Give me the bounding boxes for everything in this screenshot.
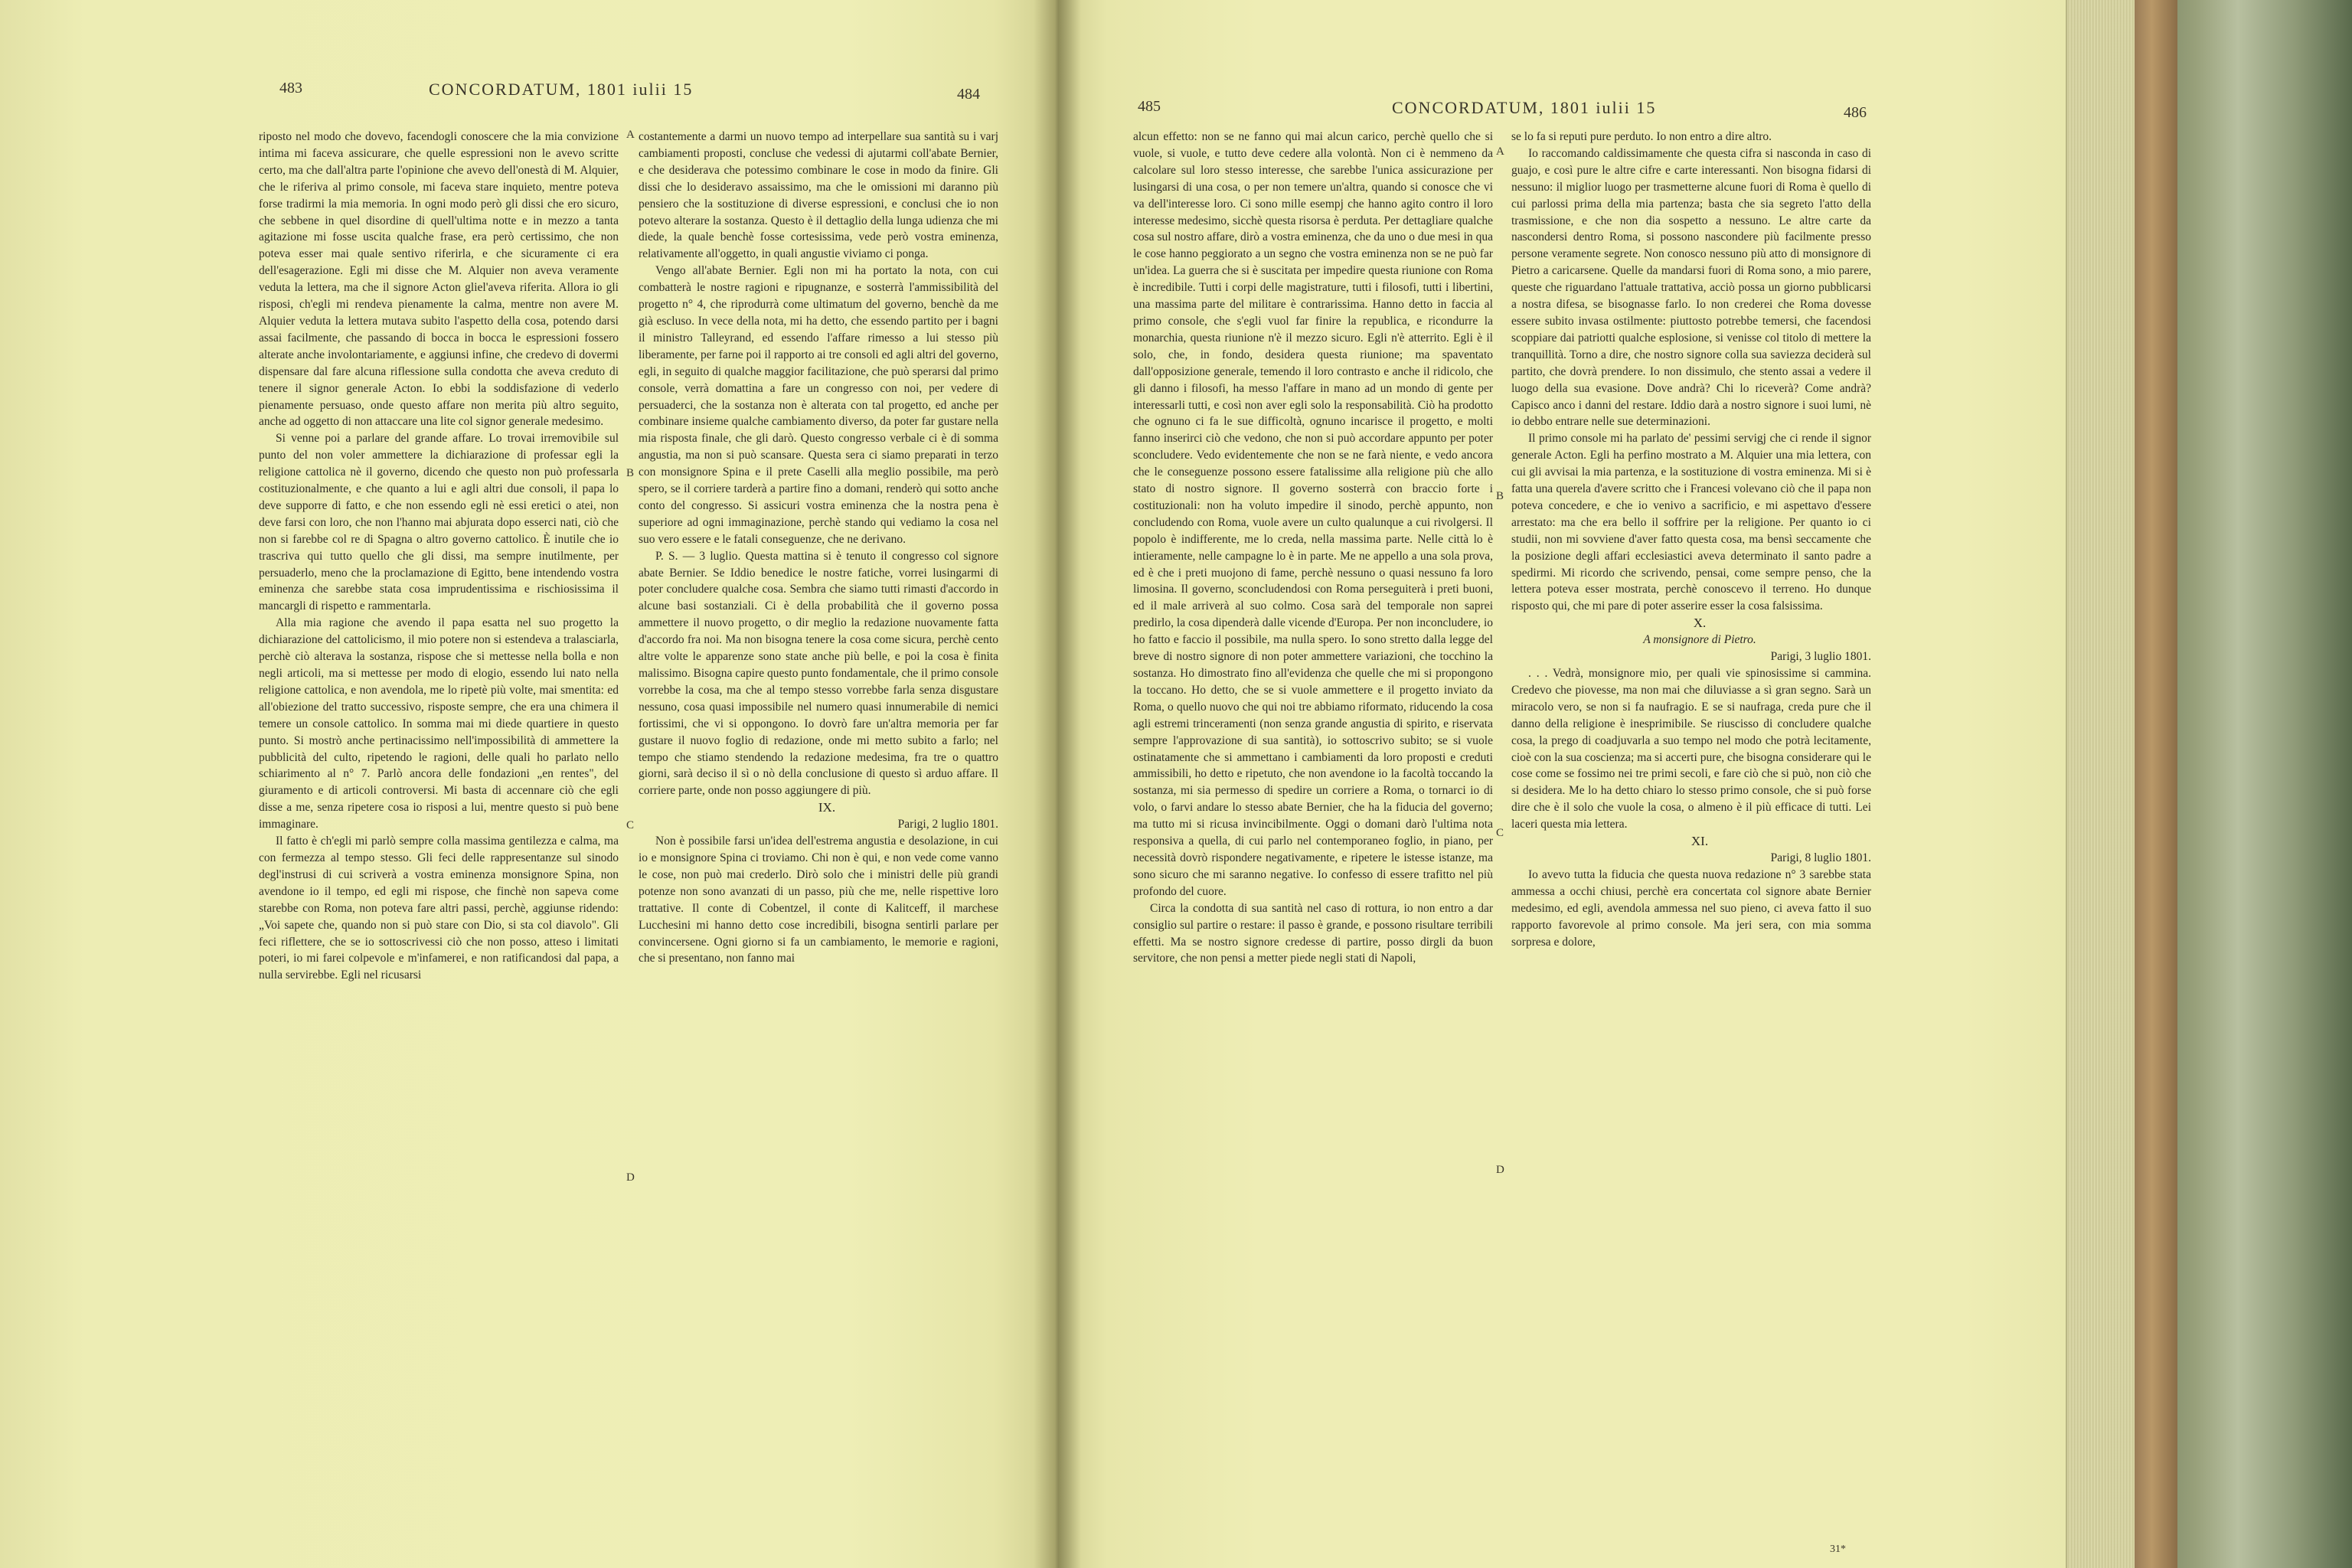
section-addressee: A monsignore di Pietro. [1643,633,1756,647]
section-date: Parigi, 3 luglio 1801. [1770,650,1871,664]
left-page [0,0,1057,1568]
margin-letter-c: C [626,819,635,831]
signature-mark: 31* [1830,1544,1846,1555]
left-page-column-2 [639,129,998,967]
margin-letter-c: C [1496,827,1504,839]
book-gutter [1034,0,1081,1568]
right-page [1057,0,2066,1568]
page-number-483: 483 [279,80,302,96]
paragraph: alcun effetto: non se ne fanno qui mai alcun carico, perchè quello che si vuole, si vuole, e tutto deve cedere alla volontà. Non ci è nemmeno da calcolare sul loro stesso interesse, che sarebbe l'unica assicurazione per lusingarsi di una cosa, o per non temere un'altra, quando si conosce che vi va dell'interesse loro. Ci sono mille esempj che hanno agito contro il loro interesse medesimo, sicchè questa risorsa è perduta. Per dettagliare qualche cosa sul nostro affare, dirò a vostra eminenza, che da uno o due mesi in qua le cose hanno peggiorato a un segno che vostra eminenza non se ne può far un'idea. La guerra che si è suscitata per impedire questa riunione con Roma è incredibile. Tutti i corpi delle magistrature, tutti i filosofi, tutti i libertini, una massima parte del militare è contrarissima. Hanno detto in faccia al primo console, che s'egli vuol far finire la republica, e ricondurre la monarchia, questa riunione n'è il mezzo sicuro. Egli n'è atterrito. Egli è il solo, che, in fondo, desidera questa riunione; ma spaventato dall'opposizione generale, temendo il loro contrasto e anche il ridicolo, che gli danno i filosofi, ha messo l'affare in mano ad un mondo di gente per interessarli tutti, e così non aver egli solo la responsabilità. Ciò ha prodotto che ognuno ci fa le sue difficoltà, ognuno incarisce il progetto, e molti fanno inserirci ciò che vedono, che non si può accordare appunto per poter sconcludere. Vedo evidentemente che non se ne farà niente, e vedo ancora che le conseguenze possono essere fatalissime alla religione più che allo stato di nostro signore. Il governo sosterrà con braccio forte i costituzionali: non ha voluto impedire il sinodo, perchè appunto, non concludendo con Roma, vuole avere un culto qualunque a cui rivolgersi. Il popolo è indifferente, me lo creda, nella massima parte. Nelle città lo è intieramente, nelle campagne lo è in parte. Me ne appello a una sola prova, ed è che i preti muojono di fame, perchè nessuno o quasi nessuno fa loro limosina. Il governo, sconcludendosi con Roma perseguiterà i preti buoni, ed il male arriverà al suo colmo. Cosa sarà del temporale non saprei predirlo, la cosa dipenderà dalle vicende d'Europa. Per non inconcluderе, io ho fatto e faccio il possibile, ma nulla spero. Io sono stretto dalla legge del breve di nostro signore di non poter ammettere variazioni, che tocchino la sostanza. Ho dimostrato fino all'evidenza che quelle che mi si propongono la toccano. Ho detto, che se si vuole ammettere e il progetto inviato da Roma, o quello nuovo che qui noi tre abbiamo riformato, riducendo la cosa agli estremi trinceramenti (non senza grande angustia di spirito, e riservata sempre l'approvazione di sua santità), io sottoscrivo subito; se si vuole ostinatamente che si ammettano i cambiamenti da loro proposti e creduti ammissibili, ho detto e ripetuto, che non avendone io la facoltà toccando la sostanza, mi sia permesso di spedire un corriere a Roma, o tornarci io di volo, o farvi andare lo stesso abate Bernier, che ha la fiducia del governo; ma tutto mi si ricusa invincibilmente. Oggi o domani darò l'ultima nota responsiva a quella, di cui parlo nel contemporaneo foglio, in piano, per necessità dovrò rispondere negativamente, e ripetere le istesse istanze, ma sono sicuro che mi saranno negative. Io confesso di essere trafitto nel più profondo del cuore. [1133,130,1493,898]
margin-letter-a: A [626,129,635,141]
page-edges [2066,0,2136,1568]
paragraph: Non è possibile farsi un'idea dell'estrema angustia e desolazione, in cui io e monsignore Spina ci troviamo. Chi non è qui, e non vede come vanno le cose, non può mai crederlo. Dirò solo che i ministri delle più grandi potenze non sono avanzati di un passo, più che me, nelle rispettive loro trattative. Il conte di Cobentzel, il conte di Kalitceff, il marchese Lucchesini mi hanno detto cose incredibili, bisogna sentirli parlare per convincersene. Ogni giorno si fa un cambiamento, le memorie e ragioni, che si presentano, non fanno mai [639,835,998,965]
margin-letter-b: B [1496,490,1504,502]
right-page-column-1 [1133,129,1493,967]
book-cover-edge [2135,0,2177,1568]
paragraph: Si venne poi a parlare del grande affare. Lo trovai irremovibile sul punto del non voler ammettere la dichiarazione di professar egli la religione cattolica nè il governo, dicendo che questo non può professarla costituzionalmente, e che quanto a lui e agli altri due consoli, il papa lo deve supporre di fatto, e che non essendo egli nè essi eretici o atei, non deve farsi con loro, che non l'hanno mai abjurata dopo esserci nati, ciò che non si farebbe col re di Spagna o altro governo cattolico. È inutile che io trascriva qui tutto quello che gli dissi, ma sempre inutilmente, per persuaderlo, meno che la proclamazione di Egitto, bene intendendo vostra eminenza che sarebbe stata cosa imprudentissima e rischiosissima il mancargli di rispetto e rammentarla. [259,432,619,613]
section-date: Parigi, 2 luglio 1801. [897,818,998,831]
section-date: Parigi, 8 luglio 1801. [1770,851,1871,864]
paragraph: Circa la condotta di sua santità nel caso di rottura, io non entro a dar consiglio sul partire o restare: il passo è grande, e possono risultare terribili effetti. Ma se nostro signore credesse di partire, posso dirgli da buon servitore, che non pensi a metter piede negli stati di Napoli, [1133,901,1493,965]
paragraph: Io raccomando caldissimamente che questa cifra si nasconda in caso di guajo, e così pure le altre cifre e carte interessanti. Non bisogna fidarsi di nessuno: il miglior luogo per trasmetterne alcune fuori di Roma è quello di cui parlossi prima della mia partenza; basta che sia segreto l'atto della trasmissione, e che non dia sospetto a nessuno. Le altre carte da nascondersi dentro Roma, si possono nascondere più facilmente presso persone veramente segrete. Non conosco nessuno più atto di monsignore di Pietro a caricarsene. Quelle da mandarsi fuori di Roma sono, a mio parere, queste che riguardano l'attuale trattativa, acciò possa un giorno pubblicarsi a nostra difesa, se bisognasse farlo. Io non crederei che Roma dovesse essere subito invasa ostilmente: piuttosto potrebbe temersi, che facendosi scoppiare dai patriotti qualche esplosione, si venisse col titolo di mettere la tranquillità. Torno a dire, che nostro signore colla sua saviezza deciderà sul partito, che dovrà prendere. Io non dissimulo, che stento assai a vedere il luogo della sua evasione. Dove andrà? Chi lo riceverà? Come andrà? Capisco anco i danni del restare. Iddio darà a nostro signore i suoi lumi, nè io debbo entrare nelle sue determinazioni. [1511,146,1871,429]
right-page-column-2 [1511,129,1871,950]
paragraph: Alla mia ragione che avendo il papa esatta nel suo progetto la dichiarazione del cattolicismo, il mio potere non si estendeva a tralasciarla, perchè ciò alterava la sostanza, rispose che si mettesse nella bolla e non negli articoli, ma si mettesse per modo di elogio, essendo lui nato nella religione cattolica, e non avendola, me lo ripetè più volte, mai smentita: ed all'obiezione del tratto successivo, risposte sempre, che era una chimera il temere un console cattolico. In somma mai mi diede quartiere in questo punto. Si mostrò anche pertinacissimo nell'impossibilità di ammettere la pubblicità del culto, ripetendo le ragioni, delle quali ho parlato nello schiarimento al n° 7. Parlò ancora delle fondazioni „en rentes", del giuramento e di articoli controversi. Mi basta di accennare ciò che egli disse a me, senza ripetere cosa io risposi a lui, mentre questo si può bene immaginare. [259,616,619,831]
paragraph: Vengo all'abate Bernier. Egli non mi ha portato la nota, con cui combatterà le nostre ragioni e ripugnanze, e sosterrà l'ammissibilità del progetto n° 4, che riprodurrà come ultimatum del governo, benchè da me già escluso. In vece della nota, mi ha detto, che essendo partito per i bagni il ministro Talleyrand, ed essendo l'affare rimesso a lui stesso più liberamente, per farne poi il rapporto ai tre consoli ed agli altri del governo, egli, in seguito di qualche maggior facilitazione, che può sperarsi dal primo console, verrà domattina a fare un congresso con noi, per vedere di persuaderci, che la sostanza non è alterata con tal progetto, ed anche per combinare insieme qualche cambiamento diverso, da poter far gustare nella mia risposta finale, che gli darò. Questo congresso verbale ci è di somma angustia, ma non si può scansare. Questa sera ci siamo preparati in terzo con monsignore Spina e il prete Caselli alla meglio possibile, ma però spero, se il corriere tarderà a partire fino a domani, renderò qui sotto anche conto del congresso. Si assicuri vostra eminenza che la nostra pena è superiore ad ogni immaginazione, perchè stando qui vediamo la cosa nel suo vero essere e le fatali conseguenze, che ne derivano. [639,264,998,546]
running-head-left: CONCORDATUM, 1801 iulii 15 [429,80,694,99]
paragraph: costantemente a darmi un nuovo tempo ad interpellare sua santità su i varj cambiamenti proposti, concluse che vedessi di ajutarmi coll'abate Bernier, e che desiderava che potessimo combinare le cose in modo da finire. Gli dissi che lo desideravo assaissimo, ma che le omissioni mi daranno più pensiero che la sostituzione di diverse espressioni, e conclusi che io non potevo alterare la sostanza. Questo è il dettaglio della lunga udienza che mi diede, la quale benchè fosse cortesissima, vede però vostra eminenza, relativamente all'oggetto, in quali angustie viviamo ci ponga. [639,130,998,261]
paragraph: P. S. — 3 luglio. Questa mattina si è tenuto il congresso col signore abate Bernier. Se Iddio benedice le nostre fatiche, vorrei lusingarmi di poter concludere qualche cosa. Sembra che siamo tutti rimasti d'accordo in alcune basi sostanziali. Ci è della probabilità che il governo possa ammettere il nuovo progetto, o dir meglio la redazione nuovamente fatta d'accordo fra noi. Ma non bisogna tenere la cosa come sicura, perchè cento altre volte le apparenze sono state anche più belle, e poi la cosa è finita malissimo. Bisogna capire questo punto fondamentale, che il primo console vorrebbe la cosa, ma che al tempo stesso vorrebbe farla senza disgustare nessuno, cosa quasi impossibile nel numero quasi innumerabile di nemici fortissimi, che vi si oppongono. Io dovrò fare un'altra memoria per far gustare il nuovo foglio di redazione, onde mi metto subito a farlo; nel tempo che stiamo stendendo la redazione medesima, fra tre o quattro giorni, sarà deciso il sì o nò della conclusione di questo sì arduo affare. Il corriere parte, onde non posso aggiungere di più. [639,549,998,798]
section-heading-ix: IX. [818,800,836,815]
paragraph: . . . Vedrà, monsignore mio, per quali vie spinosissime si cammina. Credevo che piovesse, ma non mai che diluviasse a sì gran segno. Sarà un miracolo vero, se non si fa naufragio. E se si naufraga, creda pure che il danno della religione è inesprimibile. Se riuscisso di concludere qualche cosa, la prego di coadjuvarla a suo tempo nel modo che potrà lecitamente, cioè con la sua coscienza; ma si accerti pure, che bisogna considerare qui le cose come se fossimo nei tre primi secoli, e fare ciò che si può, non ciò che si desidera. Me lo ha detto chiaro lo stesso primo console, che si può forse dire che è il solo che vuole la cosa, o almeno è il più efficace di tutti. Lei laceri questa mia lettera. [1511,667,1871,831]
section-heading-x: X. [1693,616,1707,631]
page-number-486: 486 [1844,104,1867,121]
running-head-right: CONCORDATUM, 1801 iulii 15 [1392,98,1657,117]
section-heading-xi: XI. [1690,834,1709,849]
margin-letter-d: D [1496,1164,1504,1176]
paragraph: Il primo console mi ha parlato de' pessimi servigj che ci rende il signor generale Acton. Egli ha perfino mostrato a M. Alquier una mia lettera, con cui gli avvisai la mia partenza, e la sostituzione di vostra eminenza. Mi si è fatta una querela d'avere scritto che i Francesi volevano ciò che il papa non poteva concedere, e che io venivo a sacrificio, e mi aspettavo d'essere arrestato: ma che era bello il soffrire per la religione. Per quanto io ci studii, non mi sovviene d'aver fatto questa cosa, ma bensì seccamente che la posizione degli affari ecclesiastici aveva determinato il santo padre a spedirmi. Mi ricordo che scrivendo, pensai, come sempre penso, che la lettera poteva esser mostrata, perchè conoscevo il terreno. Ho dunque risposto qui, che mi pare di poter asserire esser la cosa falsissima. [1511,432,1871,613]
paragraph: riposto nel modo che dovevo, facendogli conoscere che la mia convizione intima mi faceva assicurare, che quelle espressioni non le avevo scritte certo, ma che dall'altra parte l'opinione che avevo dell'onestà di M. Alquier, che le riferiva al primo console, mi faceva stare inquieto, mentre poteva forse tradirmi la mia memoria. In ogni modo però gli dissi che ero sicuro, che sebbene in quel disordine di quell'ultima notte e in mezzo a tanta agitazione mi fosse uscita qualche frase, era però certissimo, che non poteva esser mai quale sentivo riferirla, e che sicuramente ci era dell'esagerazione. Egli mi disse che M. Alquier non aveva veramente veduta la lettera, ma che il signore Acton gliel'aveva riferita. Allora io gli risposi, ch'egli mi rendeva pienamente la calma, mentre non avere M. Alquier veduta la lettera mutava subito l'aspetto della cosa, potendo darsi assai facilmente, che passando di bocca in bocca le espressioni fossero alterate anche involontariamente, e aggiunsi infine, che credevo di dovermi dispensare dal fare alcuna riflessione sulla condotta che aveva creduto di tenere il signor generale Acton. Io ebbi la soddisfazione di vederlo pienamente persuaso, onde questo affare non merita più altro seguito, anche ad oggetto di non attaccare una lite col signor generale medesimo. [259,130,619,429]
left-page-column-1 [259,129,619,984]
paragraph: Io avevo tutta la fiducia che questa nuova redazione n° 3 sarebbe stata ammessa a occhi chiusi, perchè era concertata col signore abate Bernier medesimo, ed egli, avendola ammessa nel suo pieno, ci aveva fatto il suo rapporto favorevole al primo console. Ma jeri sera, con mia somma sorpresa e dolore, [1511,867,1871,949]
paragraph: Il fatto è ch'egli mi parlò sempre colla massima gentilezza e calma, ma con fermezza al tempo stesso. Gli feci delle rappresentanze sul sinodo degl'instrusi di cui scriverà a vostra eminenza monsignore Spina, non avendone io il tempo, ed egli mi rispose, che finchè non sapeva come starebbe con Roma, non poteva fare altri passi, perchè, aggiunse ridendo: „Voi sapete che, quando non si può stare con Dio, si sta col diavolo". Gli feci riflettere, che se io sottoscrivessi ciò che non posso, atteso i limitati poteri, io mi farei colpevole e m'infamerei, e non ratificandosi dal papa, a nulla servirebbe. Egli nel ricusarsi [259,835,619,982]
margin-letter-b: B [626,467,635,479]
margin-letter-a: A [1496,145,1504,158]
page-number-484: 484 [957,86,980,103]
paragraph: se lo fa si reputi pure perduto. Io non entro a dire altro. [1511,130,1772,143]
page-number-485: 485 [1138,98,1161,115]
margin-letter-d: D [626,1171,635,1184]
